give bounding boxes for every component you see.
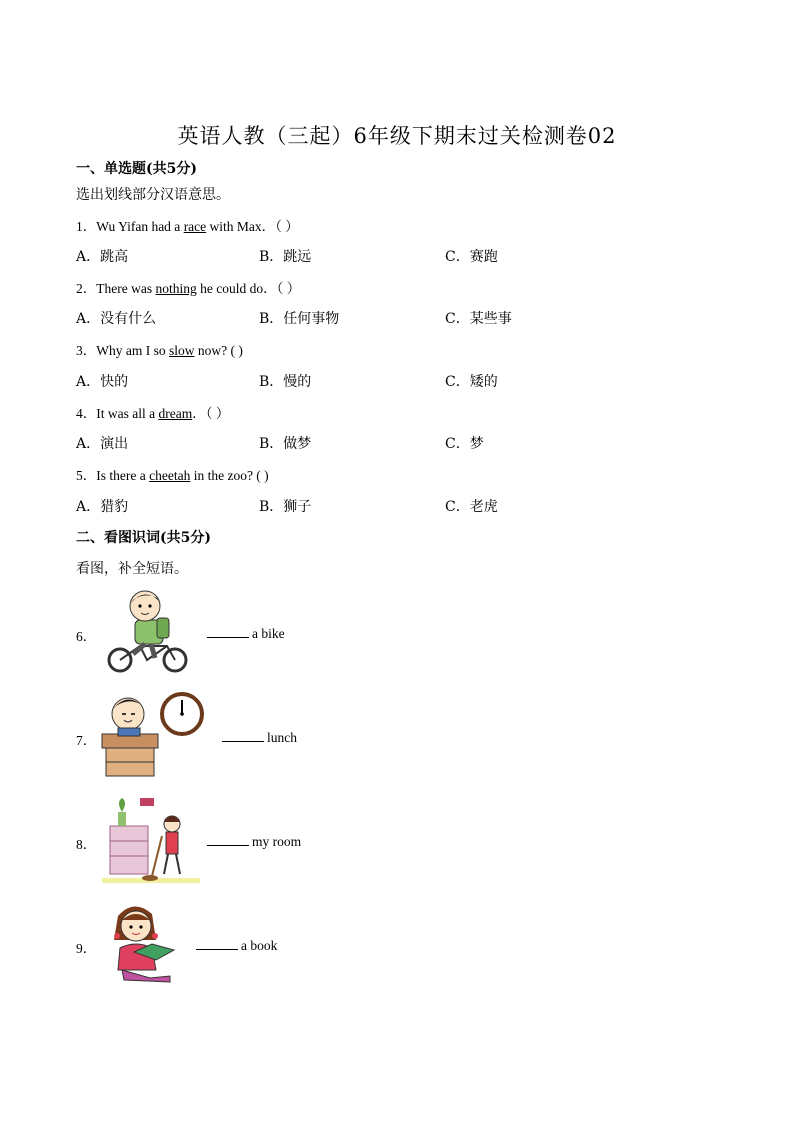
question-text: Is there a [96,468,150,483]
item-6-answer [207,625,285,642]
item-6-number: 6． [76,629,97,644]
underlined-word: slow [168,343,195,358]
option-b[interactable]: B．慢的 [259,374,312,390]
underlined-word: race [183,219,207,234]
option-c[interactable]: C．梦 [445,436,484,452]
section-2-heading: 二、看图识词(共5分) [76,530,211,546]
phrase-text: a book [241,938,278,953]
option-c[interactable]: C．老虎 [445,499,498,515]
option-a[interactable]: A．跳高 [76,249,129,265]
option-a[interactable]: A．快的 [76,374,129,390]
answer-blank[interactable] [207,833,249,846]
question-text: There was [96,281,156,296]
phrase-text: a bike [252,626,285,641]
underlined-word: dream [158,406,193,421]
section-1-instruction: 选出划线部分汉语意思。 [76,187,230,203]
question-text: he could do．（ ） [196,281,301,296]
answer-blank[interactable] [222,729,264,742]
option-c[interactable]: C．矮的 [445,374,498,390]
question-number: 5． [76,468,97,483]
boy-riding-bike-picture [105,588,190,676]
question-text: Wu Yifan had a [96,219,184,234]
option-a[interactable]: A．演出 [76,436,129,452]
question-1 [76,215,299,235]
item-9-answer [196,937,277,954]
option-a[interactable]: A．猎豹 [76,499,129,515]
underlined-word: nothing [155,281,197,296]
option-a[interactable]: A．没有什么 [76,311,157,327]
boy-at-desk-picture [98,692,208,780]
girl-cleaning-room-picture [100,796,202,884]
phrase-text: lunch [267,730,297,745]
option-b[interactable]: B．做梦 [259,436,312,452]
item-7-answer [222,729,297,746]
question-number: 3． [76,343,97,358]
phrase-text: my room [252,834,302,849]
item-7-number: 7． [76,733,97,748]
question-text: It was all a [96,406,159,421]
page-title: 英语人教（三起）6年级下期末过关检测卷02 [177,124,617,148]
question-text: ．（ ） [192,406,230,421]
option-b[interactable]: B．任何事物 [259,311,340,327]
question-5 [76,464,269,484]
question-text: in the zoo? ( ) [190,468,269,483]
underlined-word: cheetah [149,468,191,483]
question-3 [76,339,243,359]
item-8-number: 8． [76,837,97,852]
question-text: now? ( ) [194,343,243,358]
question-number: 2． [76,281,97,296]
question-text: Why am I so [96,343,169,358]
option-b[interactable]: B．狮子 [259,499,312,515]
question-4 [76,402,229,422]
option-c[interactable]: C．赛跑 [445,249,498,265]
option-b[interactable]: B．跳远 [259,249,312,265]
question-number: 1． [76,219,97,234]
question-number: 4． [76,406,97,421]
answer-blank[interactable] [207,625,249,638]
answer-blank[interactable] [196,937,238,950]
question-text: with Max．（ ） [206,219,299,234]
question-2 [76,277,300,297]
section-1-heading: 一、单选题(共5分) [76,161,197,177]
item-9-number: 9． [76,941,97,956]
section-2-instruction: 看图，补全短语。 [76,561,188,577]
girl-reading-book-picture [100,900,182,988]
item-8-answer [207,833,301,850]
option-c[interactable]: C．某些事 [445,311,512,327]
